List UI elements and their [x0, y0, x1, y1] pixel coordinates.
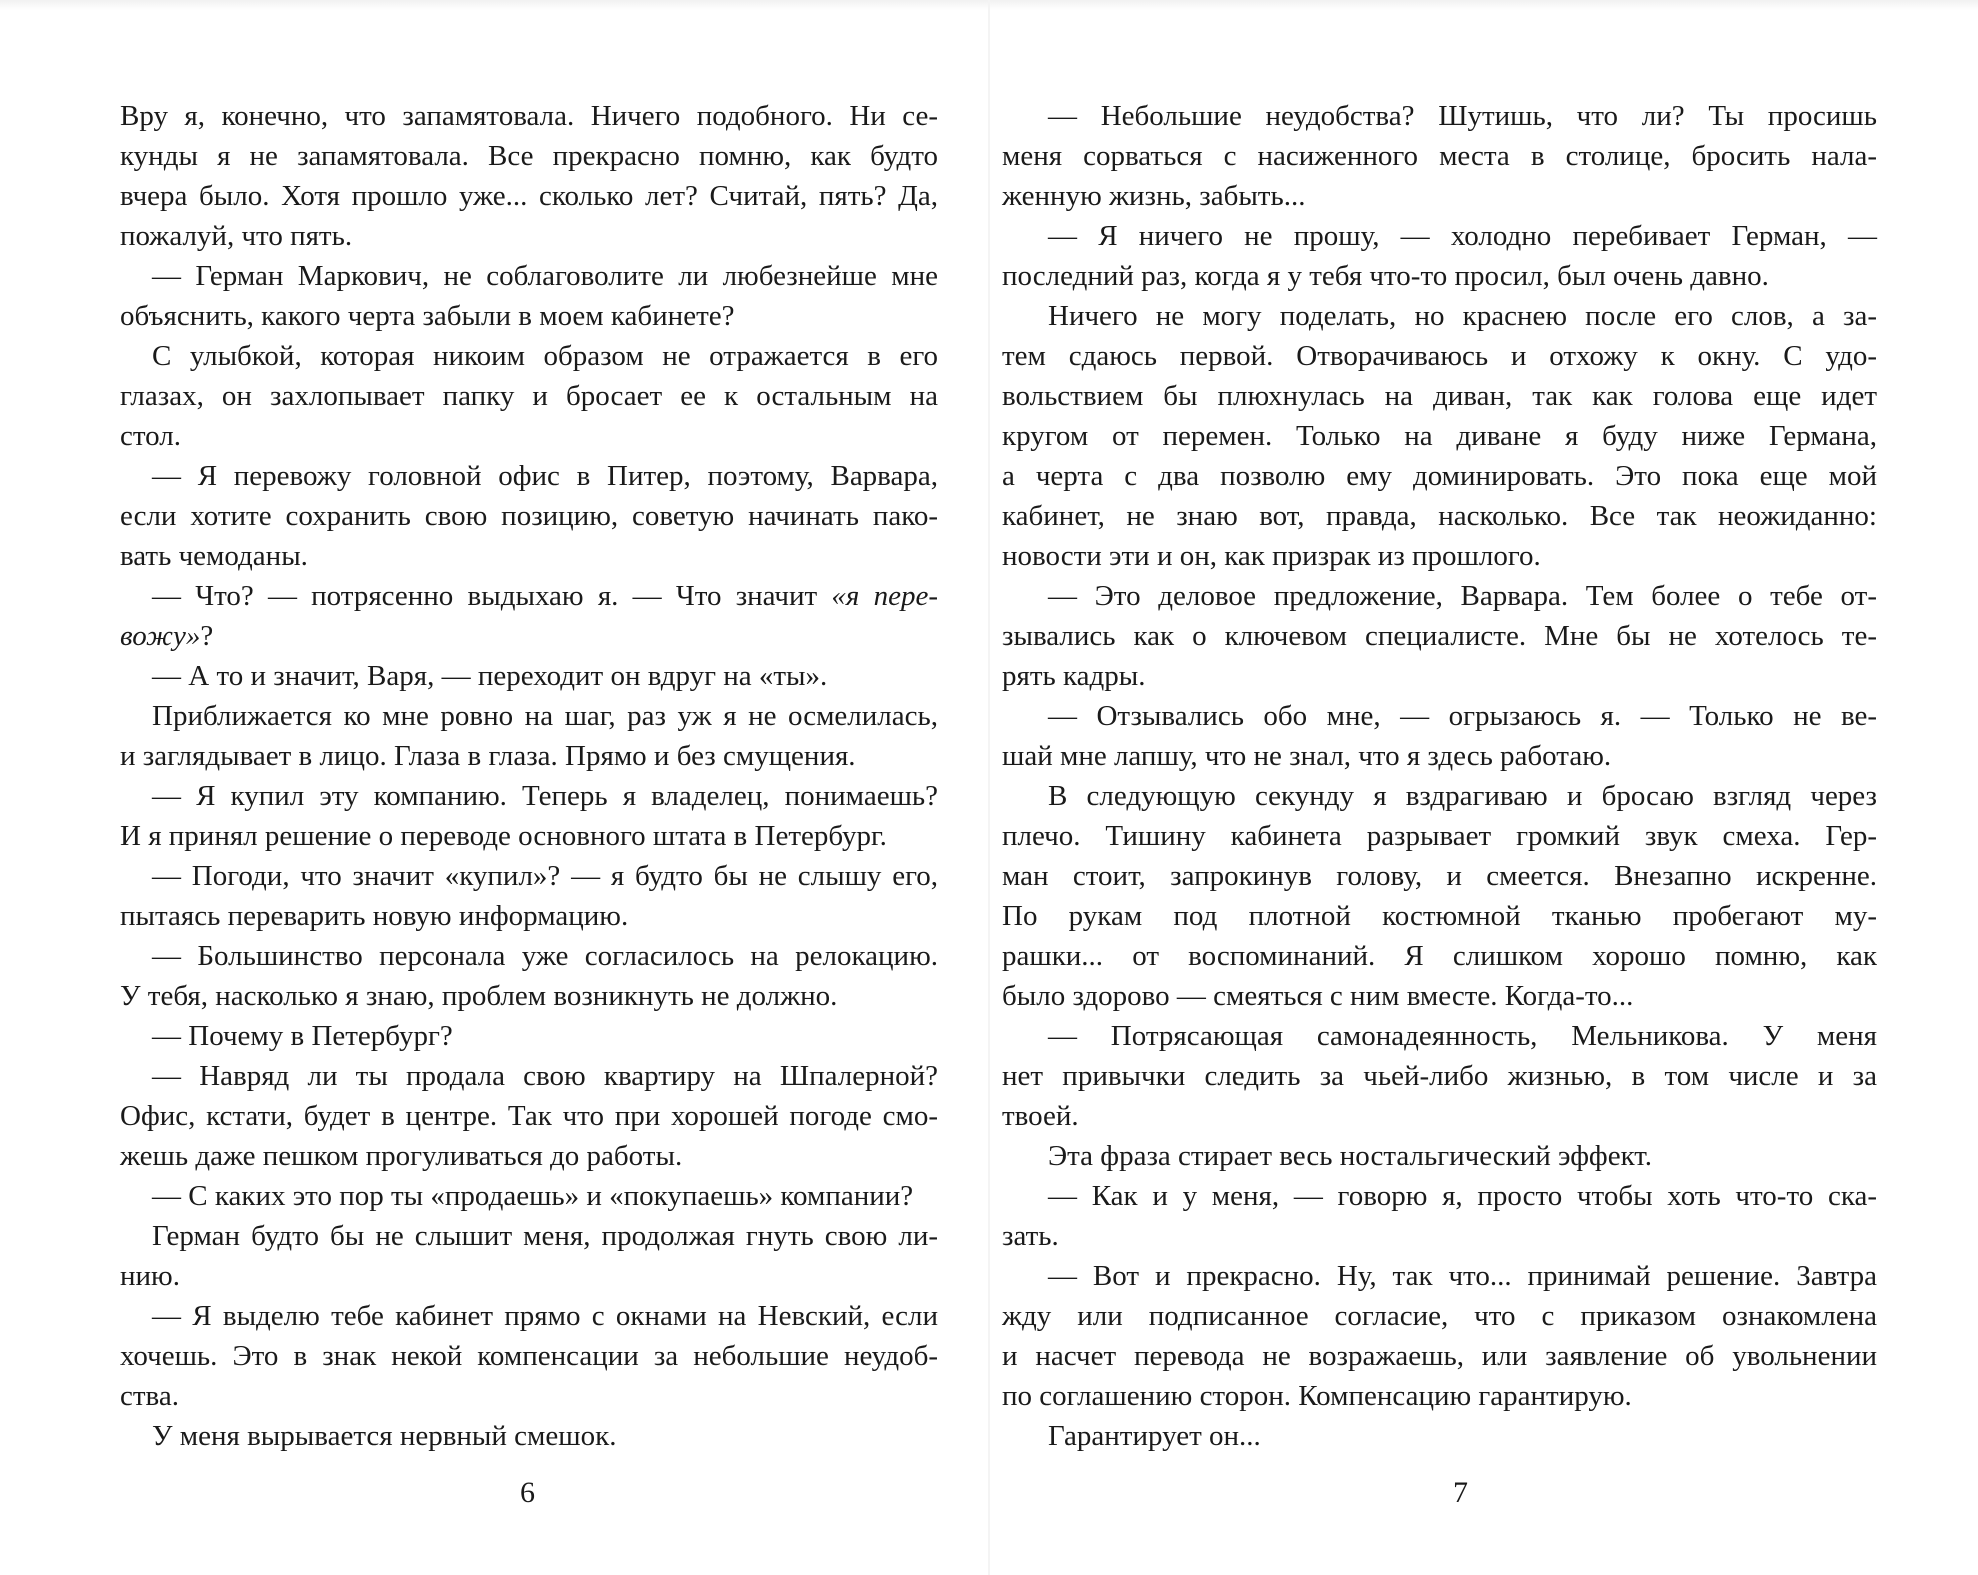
- page-number-right: 7: [1453, 1476, 1468, 1509]
- text-line: меня сорваться с насиженного места в столице, бросить нала-: [1002, 140, 1877, 172]
- text-line: По рукам под плотной костюмной тканью пробегают му-: [1002, 900, 1877, 932]
- text-line: рашки... от воспоминаний. Я слишком хорошо помню, как: [1002, 940, 1877, 972]
- text-line: было здорово — смеяться с ним вместе. Когда-то...: [1002, 980, 1634, 1012]
- text-line: — Герман Маркович, не соблаговолите ли любезнейше мне: [152, 260, 938, 292]
- text-line: — А то и значит, Варя, — переходит он вдруг на «ты».: [152, 660, 828, 692]
- text-line: нию.: [120, 1260, 180, 1292]
- text-line: пытаясь переварить новую информацию.: [120, 900, 629, 932]
- text-line: глазах, он захлопывает папку и бросает ее к остальным на: [120, 380, 938, 412]
- text-line: нет привычки следить за чьей-либо жизнью, в том числе и за: [1002, 1060, 1877, 1092]
- text-line: Герман будто бы не слышит меня, продолжая гнуть свою ли-: [152, 1220, 938, 1252]
- text-line: последний раз, когда я у тебя что-то просил, был очень давно.: [1002, 260, 1769, 292]
- text-line: объяснить, какого черта забыли в моем кабинете?: [120, 300, 735, 332]
- text-line: — Небольшие неудобства? Шутишь, что ли? Ты просишь: [1048, 100, 1877, 132]
- text-line: — Потрясающая самонадеянность, Мельникова. У меня: [1048, 1020, 1877, 1052]
- text-line: плечо. Тишину кабинета разрывает громкий звук смеха. Гер-: [1002, 820, 1877, 852]
- text-line: шай мне лапшу, что не знал, что я здесь работаю.: [1002, 740, 1612, 772]
- text-line: Приближается ко мне ровно на шаг, раз уж я не осмелилась,: [152, 700, 938, 732]
- text-line: — Погоди, что значит «купил»? — я будто бы не слышу его,: [152, 860, 938, 892]
- text-line: — Я перевожу головной офис в Питер, поэтому, Варвара,: [152, 460, 938, 492]
- text-line: У тебя, насколько я знаю, проблем возникнуть не должно.: [120, 980, 838, 1012]
- text-line: — Навряд ли ты продала свою квартиру на Шпалерной?: [152, 1060, 938, 1092]
- text-line: зать.: [1002, 1220, 1059, 1252]
- text-line: женную жизнь, забыть...: [1002, 180, 1306, 212]
- text-line: И я принял решение о переводе основного штата в Петербург.: [120, 820, 887, 852]
- text-line: и заглядывает в лицо. Глаза в глаза. Прямо и без смущения.: [120, 740, 856, 772]
- text-line: вать чемоданы.: [120, 540, 308, 572]
- text-line: — Я купил эту компанию. Теперь я владелец, понимаешь?: [152, 780, 938, 812]
- text-line: С улыбкой, которая никоим образом не отражается в его: [152, 340, 938, 372]
- text-line: кунды я не запамятовала. Все прекрасно помню, как будто: [120, 140, 938, 172]
- text-line: кабинет, не знаю вот, правда, насколько. Все так неожиданно:: [1002, 500, 1877, 532]
- text-line: ства.: [120, 1380, 179, 1412]
- text-line: — Это деловое предложение, Варвара. Тем более о тебе от-: [1048, 580, 1877, 612]
- text-line: и насчет перевода не возражаешь, или заявление об увольнении: [1002, 1340, 1877, 1372]
- text-line: хочешь. Это в знак некой компенсации за небольшие неудоб-: [120, 1340, 938, 1372]
- text-line: Вру я, конечно, что запамятовала. Ничего подобного. Ни се-: [120, 100, 938, 132]
- text-line: У меня вырывается нервный смешок.: [152, 1420, 617, 1452]
- text-line: — Я ничего не прошу, — холодно перебивает Герман, —: [1048, 220, 1877, 252]
- text-line: — С каких это пор ты «продаешь» и «покупаешь» компании?: [152, 1180, 914, 1212]
- right-page-text: [1002, 96, 1877, 1456]
- text-line: жешь даже пешком прогуливаться до работы.: [120, 1140, 683, 1172]
- text-line: — Я выделю тебе кабинет прямо с окнами на Невский, если: [152, 1300, 938, 1332]
- text-line: по соглашению сторон. Компенсацию гарантирую.: [1002, 1380, 1632, 1412]
- text-line: а черта с два позволю ему доминировать. Это пока еще мой: [1002, 460, 1877, 492]
- text-line: — Как и у меня, — говорю я, просто чтобы хоть что-то ска-: [1048, 1180, 1877, 1212]
- text-line: — Большинство персонала уже согласилось на релокацию.: [152, 940, 938, 972]
- text-line: ман стоит, запрокинув голову, и смеется. Внезапно искренне.: [1002, 860, 1877, 892]
- text-line: тем сдаюсь первой. Отворачиваюсь и отхожу к окну. С удо-: [1002, 340, 1877, 372]
- text-line: — Почему в Петербург?: [152, 1020, 453, 1052]
- text-line: вожу»?: [120, 620, 214, 652]
- page-gutter: [988, 0, 990, 1575]
- text-line: — Что? — потрясенно выдыхаю я. — Что значит «я пере-: [152, 580, 938, 612]
- text-line: — Отзывались обо мне, — огрызаюсь я. — Только не ве-: [1048, 700, 1877, 732]
- text-line: Гарантирует он...: [1048, 1420, 1261, 1452]
- text-line: Ничего не могу поделать, но краснею после его слов, а за-: [1048, 300, 1877, 332]
- text-line: вчера было. Хотя прошло уже... сколько лет? Считай, пять? Да,: [120, 180, 938, 212]
- left-page-text: [120, 96, 938, 1456]
- text-line: зывались как о ключевом специалисте. Мне бы не хотелось те-: [1002, 620, 1877, 652]
- page-number-left: 6: [520, 1476, 535, 1509]
- text-line: жду или подписанное согласие, что с приказом ознакомлена: [1002, 1300, 1877, 1332]
- text-line: новости эти и он, как призрак из прошлого.: [1002, 540, 1541, 572]
- text-line: В следующую секунду я вздрагиваю и бросаю взгляд через: [1048, 780, 1877, 812]
- text-line: кругом от перемен. Только на диване я буду ниже Германа,: [1002, 420, 1877, 452]
- text-line: — Вот и прекрасно. Ну, так что... принимай решение. Завтра: [1048, 1260, 1877, 1292]
- text-line: Эта фраза стирает весь ностальгический эффект.: [1048, 1140, 1653, 1172]
- text-line: если хотите сохранить свою позицию, советую начинать пако-: [120, 500, 938, 532]
- text-line: твоей.: [1002, 1100, 1079, 1132]
- text-line: стол.: [120, 420, 182, 452]
- text-line: Офис, кстати, будет в центре. Так что при хорошей погоде смо-: [120, 1100, 938, 1132]
- text-line: пожалуй, что пять.: [120, 220, 353, 252]
- text-line: вольствием бы плюхнулась на диван, так как голова еще идет: [1002, 380, 1877, 412]
- text-line: рять кадры.: [1002, 660, 1146, 692]
